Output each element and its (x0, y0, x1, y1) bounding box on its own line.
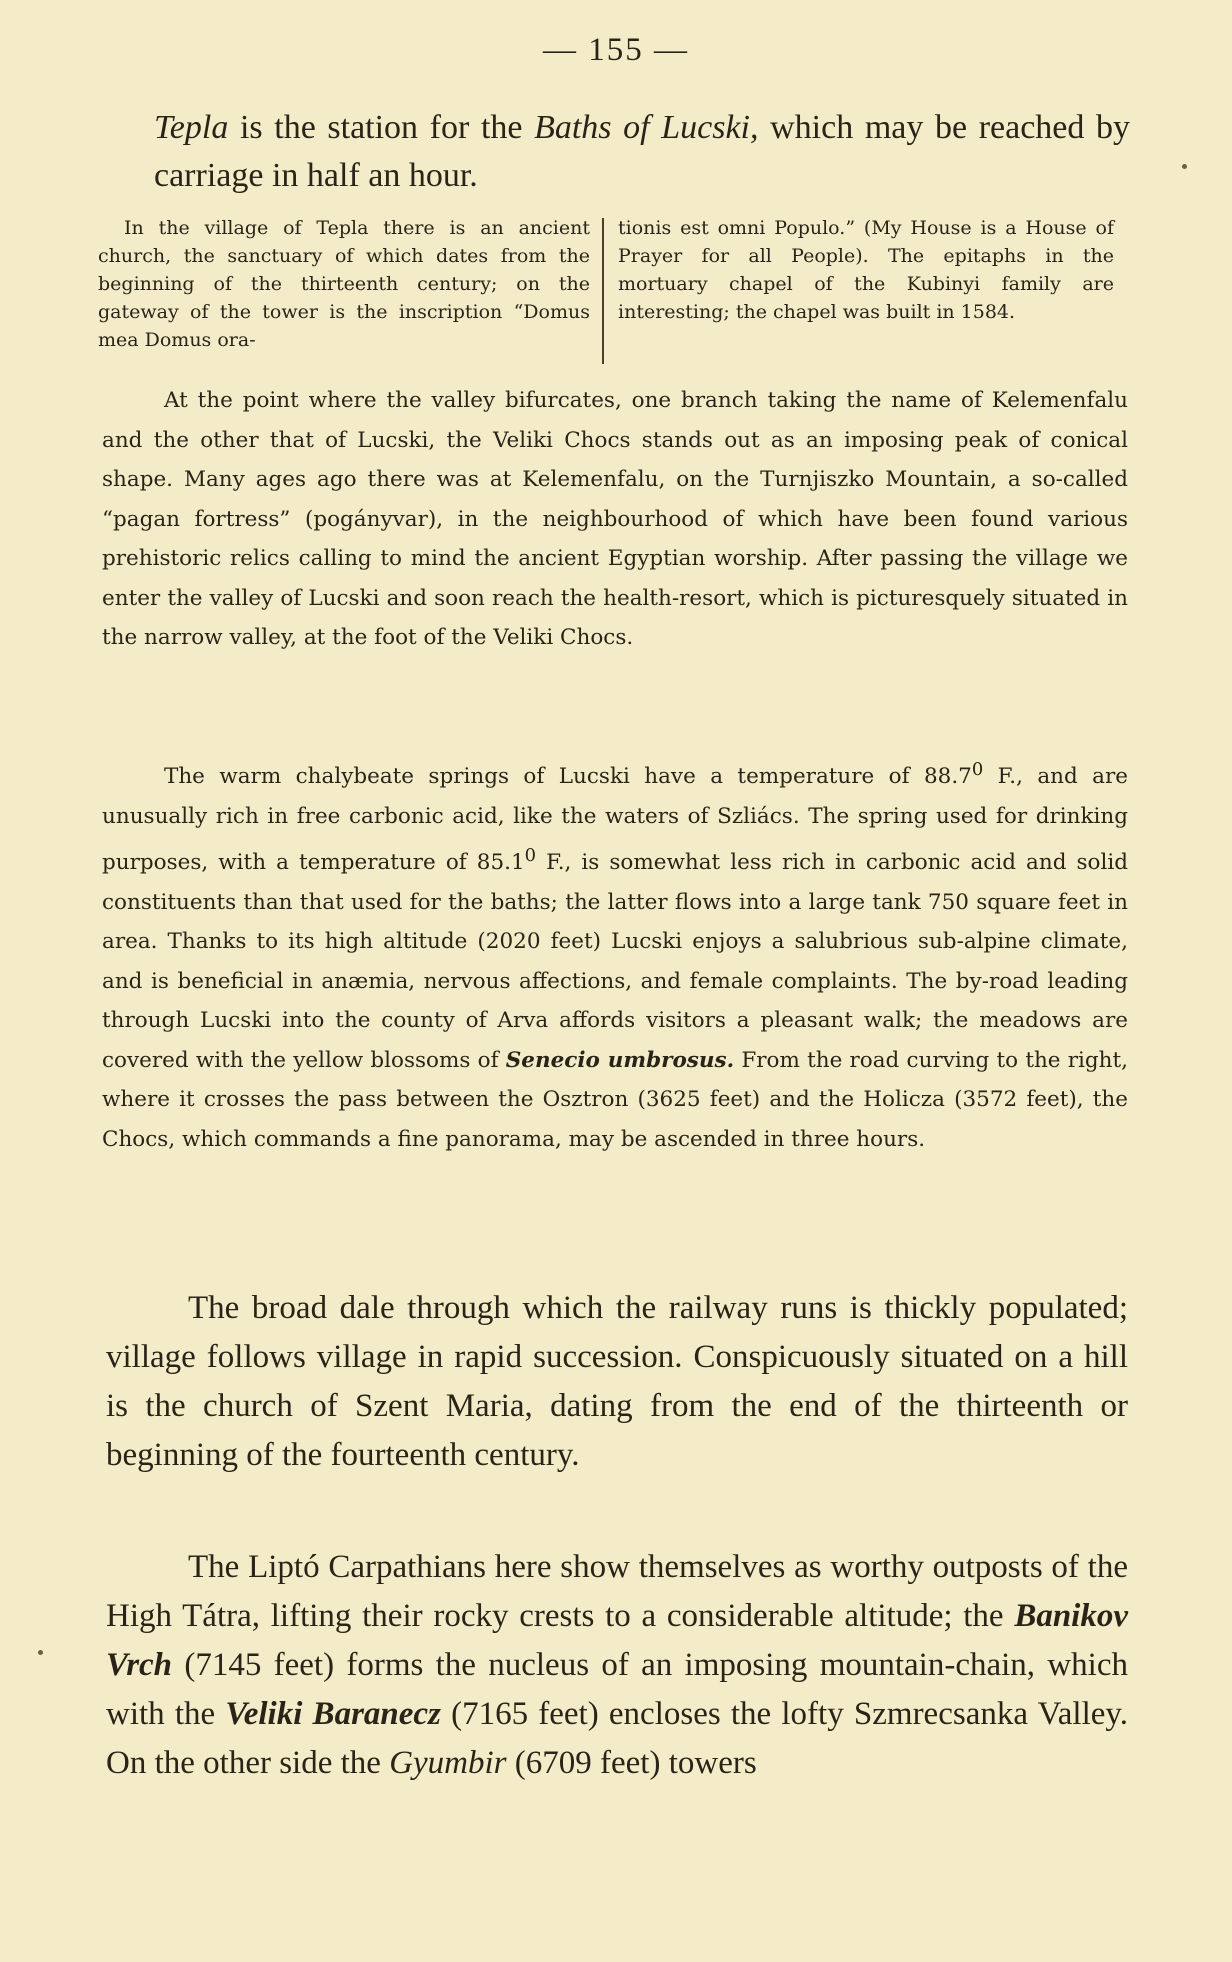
paragraph-valley: At the point where the valley bifurcates, one branch taking the name of Kelemenfalu and the other that of Lucski, the Veliki Chocs stands out as an imposing peak of conical shape. Many ages ago there was at Kelemenfalu, on the Turnjiszko Mountain, a so-called “pagan fortress” (pogányvar), in the neighbourhood of which have been found various prehistoric relics calling to mind the ancient Egyptian worship. After passing the village we enter the valley of Lucski and soon reach the health-resort, which is picturesquely situated in the narrow valley, at the foot of the Veliki Chocs. (102, 388, 1128, 650)
peak-gyumbir: Gyumbir (389, 1745, 507, 1781)
place-baths-of-lucski: Baths of Lucski, (534, 109, 759, 146)
column-divider (602, 218, 604, 364)
lipto-text-1: The Liptó Carpathians here show themselves as worthy outposts of the High Tátra, lifting their rocky crests to a considerable altitude; the (106, 1549, 1128, 1634)
paragraph-lipto (106, 1543, 1128, 1788)
paragraph-dale: The broad dale through which the railway runs is thickly populated; village follows village in rapid succession. Conspicuously situated on a hill is the church of Szent Maria, dating from the end of the thirteenth or beginning of the fourteenth century. (106, 1290, 1128, 1473)
paragraph-springs (102, 750, 1128, 1159)
degree-sign-1: 0 (971, 759, 984, 780)
lead-text-2: which may be reached by carriage in half an hour. (154, 109, 1130, 194)
springs-text-4: From the road curving to the right, where it crosses the pass between the Osztron (3625 feet) and the Holicza (3572 feet), the Chocs, which commands a fine panorama, may be ascended in three hours. (102, 1047, 1128, 1152)
springs-text-2: F., and are unusually rich in free carbonic acid, like the waters of Szliács. The spring used for drinking purposes, with a temperature of 85.1 (102, 764, 1128, 876)
lipto-text-2: (7145 feet) forms the nucleus of an imposing mountain-chain, which with the (106, 1647, 1128, 1732)
lead-text-1: is the station for the (228, 109, 535, 146)
note-column-right: tionis est omni Populo.” (My House is a House of Prayer for all People). The epitaphs in the mortuary chapel of the Kubinyi family are interesting; the chapel was built in 1584. (618, 217, 1114, 323)
peak-banikov-vrch: Banikov Vrch (106, 1598, 1128, 1683)
lead-paragraph-text (102, 104, 1130, 200)
degree-sign-2: 0 (524, 845, 537, 867)
springs-text-1: The warm chalybeate springs of Lucski have a temperature of 88.7 (164, 764, 972, 790)
lipto-text-4: (6709 feet) towers (506, 1745, 757, 1781)
note-column-left: In the village of Tepla there is an ancient church, the sanctuary of which dates from the beginning of the thirteenth century; on the gateway of the tower is the inscription “Domus mea Domus ora- (98, 217, 590, 351)
springs-text-3: F., is somewhat less rich in carbonic acid and solid constituents than that used for the baths; the latter flows into a large tank 750 square feet in area. Thanks to its high altitude (2020 feet) Lucski enjoys a salubrious sub-alpine climate, and is beneficial in anæmia, nervous affections, and female complaints. The by-road leading through Lucski into the county of Arva affords visitors a pleasant walk; the meadows are covered with the yellow blossoms of (102, 850, 1129, 1073)
lead-paragraph (102, 104, 1130, 200)
place-tepla: Tepla (154, 109, 229, 146)
paper-speck (38, 1650, 43, 1655)
plant-name: Senecio umbrosus. (505, 1047, 735, 1073)
page-number: — 155 — (543, 32, 689, 68)
note-columns (98, 214, 1132, 364)
paper-speck (1182, 164, 1187, 169)
peak-veliki-baranecz: Veliki Baranecz (225, 1696, 441, 1732)
lipto-text-3: (7165 feet) encloses the lofty Szmrecsanka Valley. On the other side the (106, 1696, 1128, 1781)
